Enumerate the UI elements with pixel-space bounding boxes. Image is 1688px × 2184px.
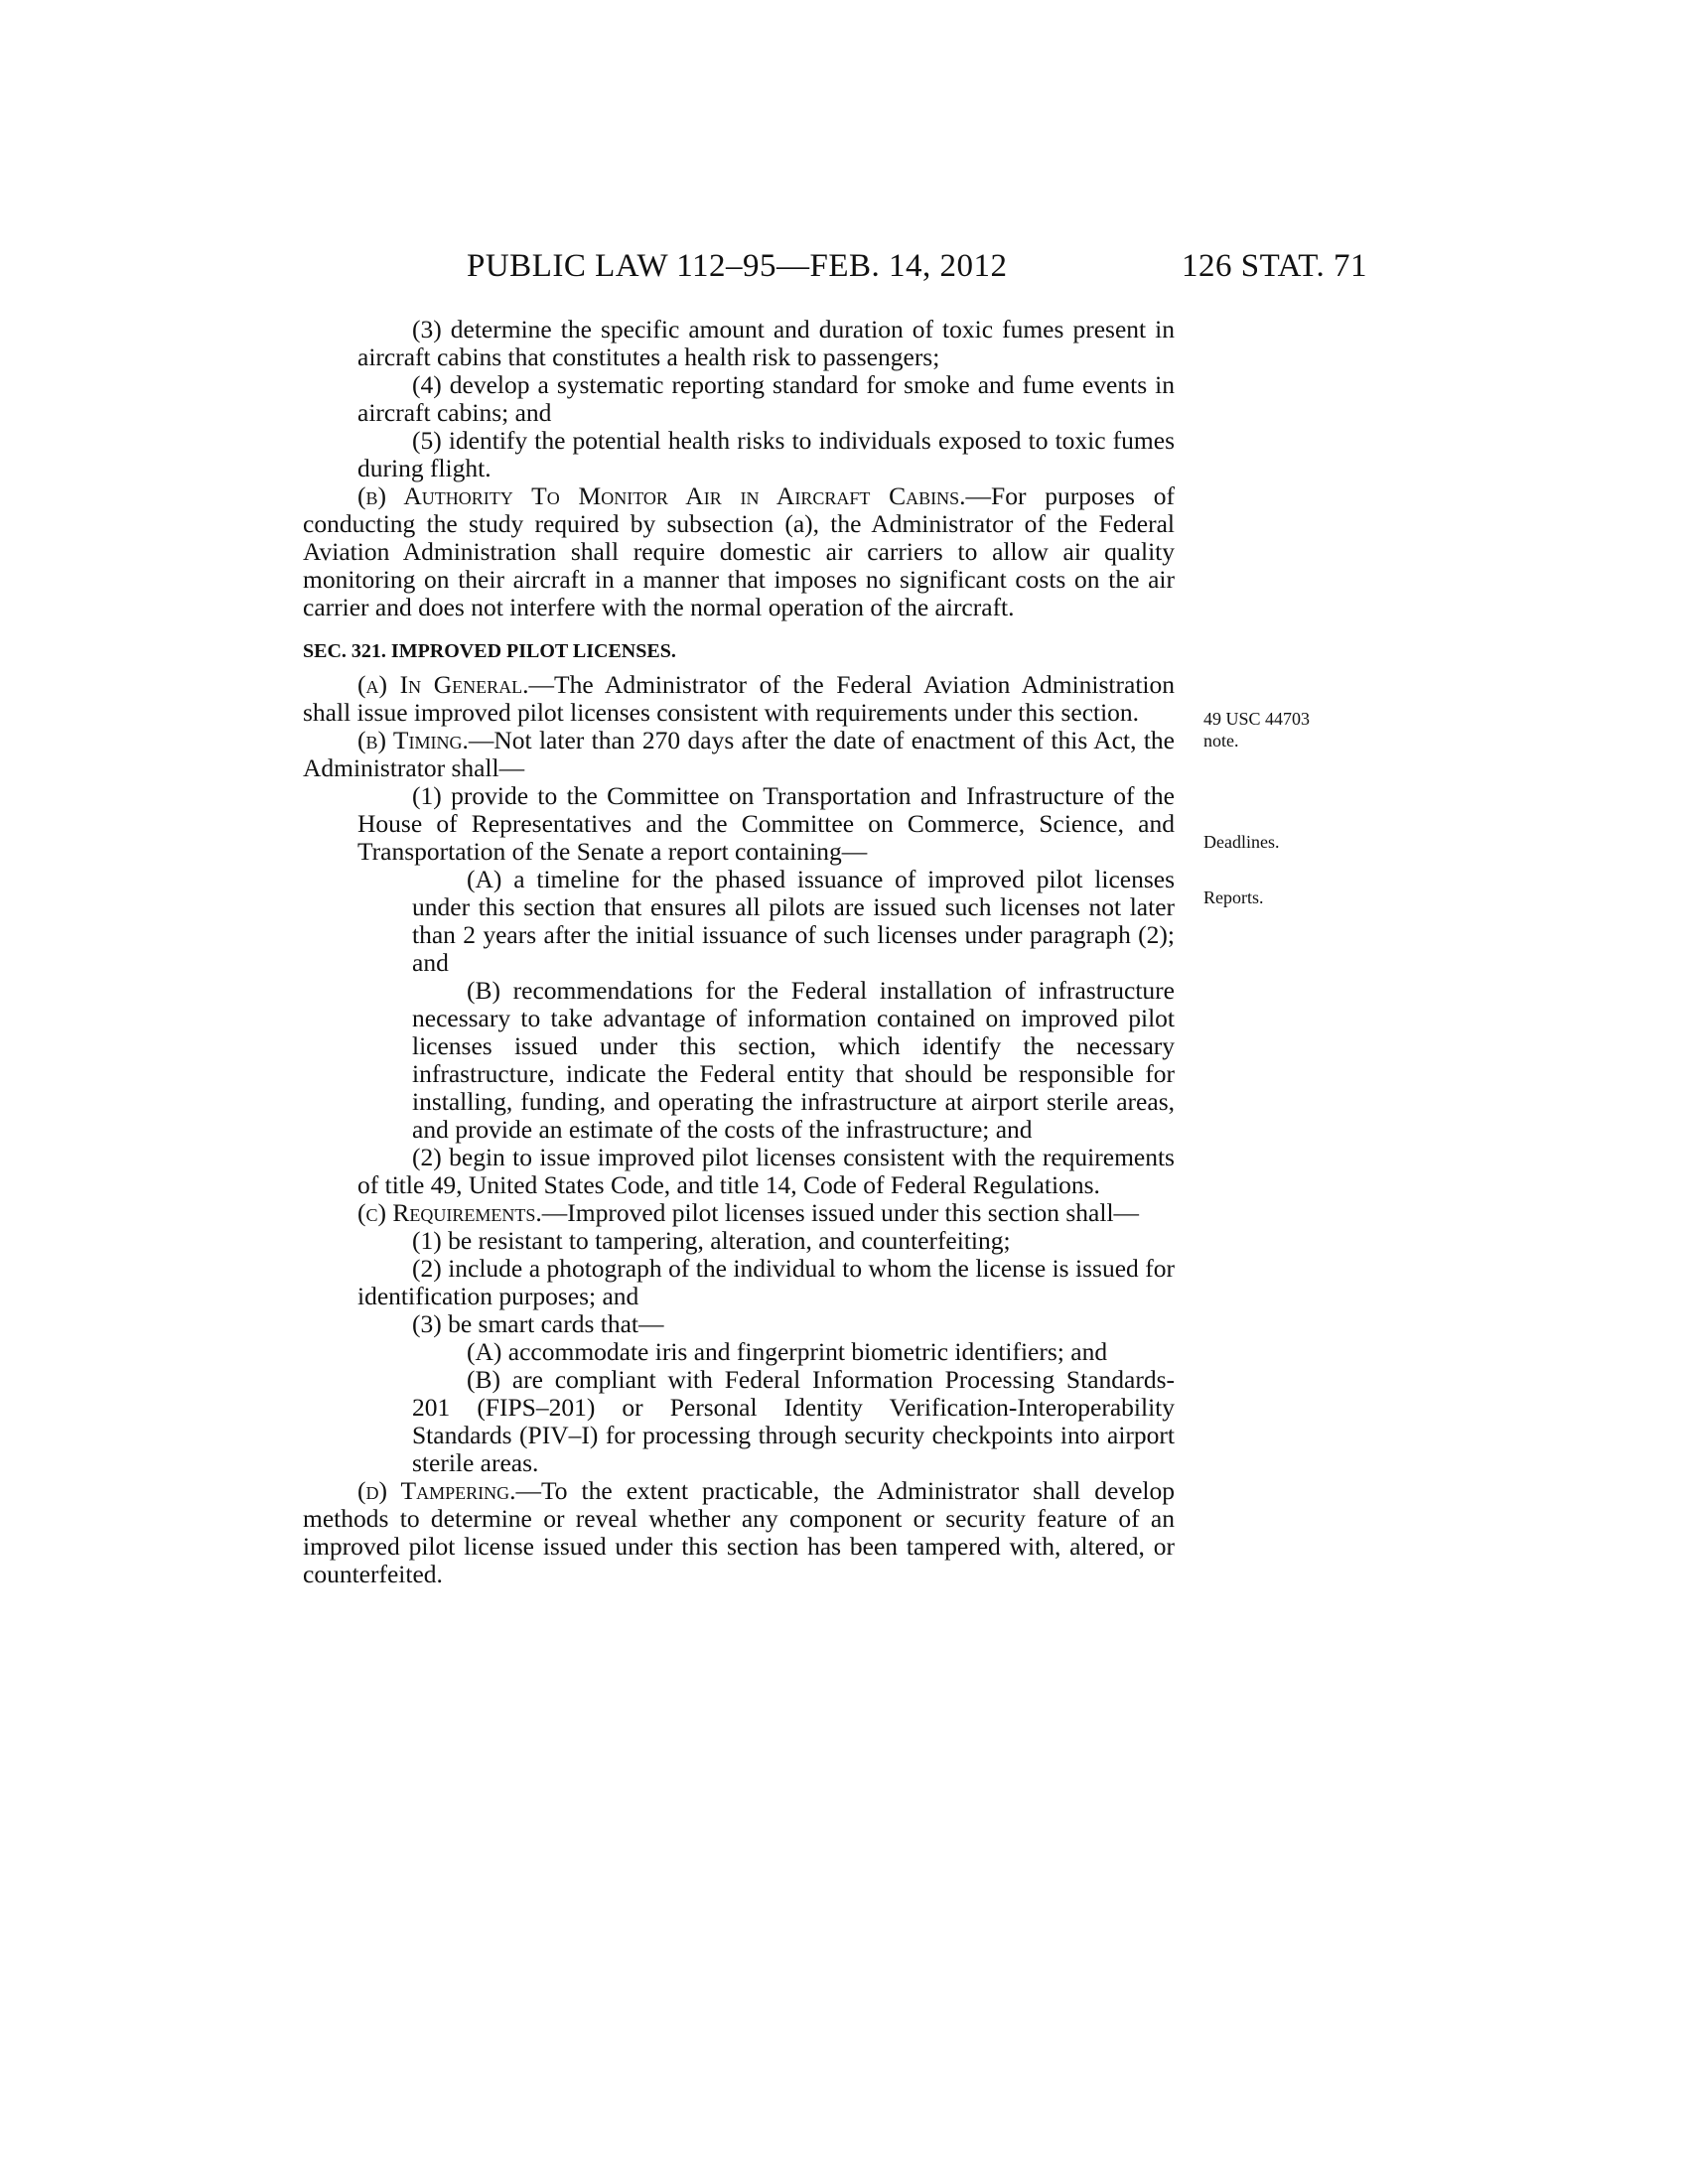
- timing-subparagraph-b: (B) recommendations for the Federal installation of infrastructure necessary to take advantage of information contained on improved pilot licenses issued under this section, which identify the necessary infrastructure, indicate the Federal entity that should be responsible for installing, funding, and operating the infrastructure at airport sterile areas, and provide an estimate of the costs of the infrastructure; and: [412, 976, 1175, 1144]
- requirements-text: —Improved pilot licenses issued under this section shall—: [541, 1198, 1140, 1227]
- timing-paragraph-1: (1) provide to the Committee on Transportation and Infrastructure of the House of Representatives and the Committee on Commerce, Science, and Transportation of the Senate a report containing—: [357, 781, 1175, 866]
- subsection-d-tampering: [303, 1477, 1175, 1588]
- subsection-b-heading: (b) Authority To Monitor Air in Aircraft Cabins.: [357, 481, 966, 510]
- subsection-b-text: —For purposes of conducting the study required by subsection (a), the Administrator of the Federal Aviation Administration shall require domestic air carriers to allow air quality monitoring on their aircraft in a manner that imposes no significant costs on the air carrier and does not interfere with the normal operation of the aircraft.: [303, 481, 1175, 621]
- paragraph-5: (5) identify the potential health risks to individuals exposed to toxic fumes during flight.: [357, 426, 1175, 482]
- running-head: PUBLIC LAW 112–95—FEB. 14, 2012: [467, 248, 1008, 284]
- requirements-paragraph-3: (3) be smart cards that—: [412, 1309, 664, 1338]
- body-text: [303, 316, 1175, 1588]
- timing-paragraph-2: (2) begin to issue improved pilot licenses consistent with the requirements of title 49, United States Code, and title 14, Code of Federal Regulations.: [357, 1143, 1175, 1199]
- timing-heading: (b) Timing.: [357, 726, 469, 754]
- subsection-a-in-general: [303, 671, 1175, 727]
- tampering-text: —To the extent practicable, the Administrator shall develop methods to determine or reveal whether any component or security feature of an improved pilot license issued under this section has been tampered with, altered, or counterfeited.: [303, 1476, 1175, 1588]
- requirements-subparagraph-b: (B) are compliant with Federal Information Processing Standards-201 (FIPS–201) or Personal Identity Verification-Interoperability Standards (PIV–I) for processing through security checkpoints into airport sterile areas.: [412, 1365, 1175, 1477]
- requirements-paragraph-1: (1) be resistant to tampering, alteration, and counterfeiting;: [412, 1226, 1011, 1255]
- paragraph-3: (3) determine the specific amount and duration of toxic fumes present in aircraft cabins that constitutes a health risk to passengers;: [357, 315, 1175, 371]
- requirements-subparagraph-a: (A) accommodate iris and fingerprint biometric identifiers; and: [467, 1337, 1108, 1366]
- margin-note-reports: Reports.: [1203, 887, 1264, 907]
- margin-note-usc-note: note.: [1203, 731, 1239, 751]
- subsection-c-requirements: [303, 1199, 1175, 1227]
- requirements-paragraph-2: (2) include a photograph of the individual to whom the license is issued for identification purposes; and: [357, 1254, 1175, 1310]
- subsection-a-text: —The Administrator of the Federal Aviation Administration shall issue improved pilot licenses consistent with requirements under this section.: [303, 670, 1175, 727]
- tampering-heading: (d) Tampering.: [357, 1476, 516, 1505]
- timing-subparagraph-a: (A) a timeline for the phased issuance of improved pilot licenses under this section that ensures all pilots are issued such licenses not later than 2 years after the initial issuance of such licenses under paragraph (2); and: [412, 865, 1175, 977]
- paragraph-4: (4) develop a systematic reporting standard for smoke and fume events in aircraft cabins; and: [357, 370, 1175, 427]
- subsection-a-heading: (a) In General.: [357, 670, 529, 699]
- section-heading: SEC. 321. IMPROVED PILOT LICENSES.: [303, 640, 676, 662]
- margin-note-deadlines: Deadlines.: [1203, 832, 1280, 852]
- subsection-b-authority: [303, 482, 1175, 621]
- page-number: 126 STAT. 71: [1182, 248, 1368, 284]
- timing-text: —Not later than 270 days after the date of enactment of this Act, the Administrator shall—: [303, 726, 1175, 782]
- subsection-b-timing: [303, 727, 1175, 782]
- requirements-heading: (c) Requirements.: [357, 1198, 542, 1227]
- margin-note-usc: 49 USC 44703: [1203, 709, 1311, 729]
